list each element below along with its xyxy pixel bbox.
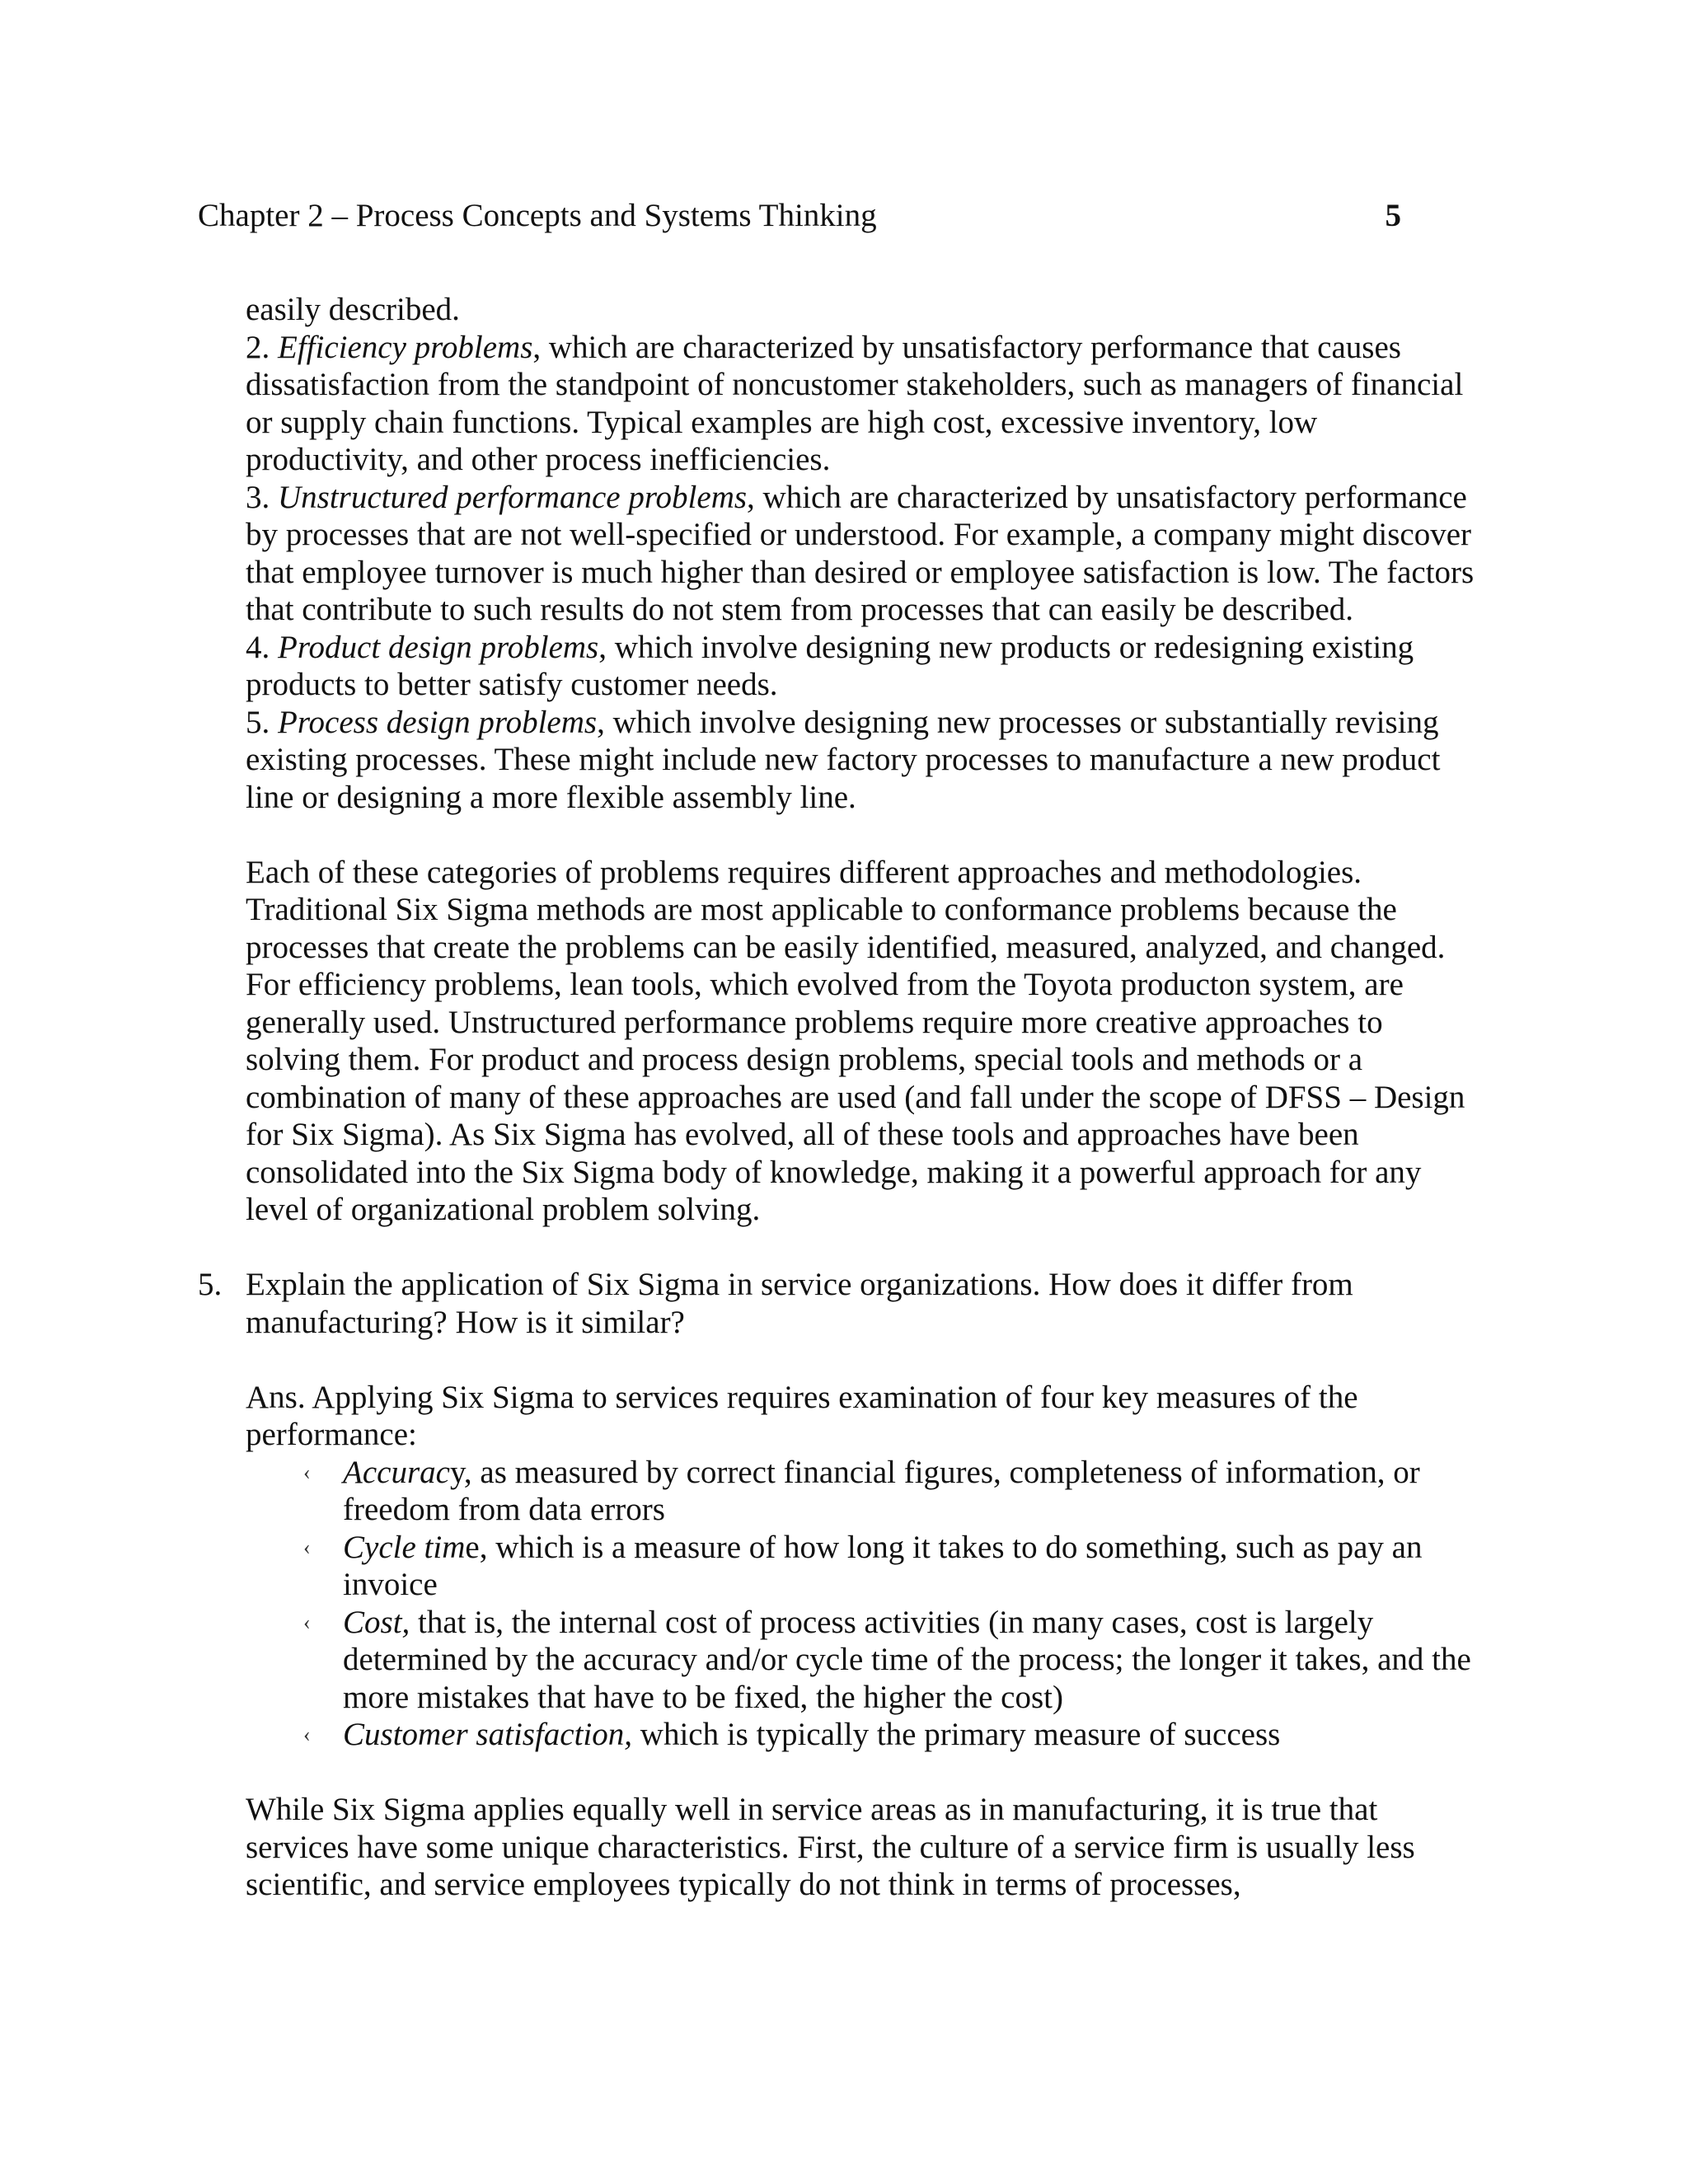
item-text: , which involve designing new processes or substantially revising existing processes. These might include new factory processes to manufacture a new product line or designing a more flexible assembly line. — [246, 704, 1441, 815]
item-text: , which involve designing new products or redesigning existing products to better satisfy customer needs. — [246, 629, 1414, 702]
paragraph-closing: While Six Sigma applies equally well in service areas as in manufacturing, it is true that services have some unique characteristics. First, the culture of a service firm is usually less scientific, and service employees typically do not think in terms of processes, — [246, 1792, 1415, 1902]
item-term: Product design problems — [278, 629, 599, 665]
list-item-product-design — [246, 629, 1482, 704]
list-item-process-design — [246, 704, 1482, 817]
list-item — [303, 1454, 1482, 1529]
measure-term: Customer satisfaction, — [343, 1717, 633, 1752]
measure-term: Cost, — [343, 1604, 410, 1640]
bullet-icon: ‹ — [303, 1610, 311, 1634]
bullet-icon: ‹ — [303, 1535, 311, 1559]
item-term: Efficiency problems — [278, 329, 533, 365]
measures-list — [246, 1454, 1482, 1754]
chapter-title: Chapter 2 – Process Concepts and Systems Thinking — [198, 198, 877, 233]
item-number: 3. — [246, 479, 270, 515]
item-term: Unstructured performance problems — [278, 479, 748, 515]
measure-term-tail: y — [449, 1454, 464, 1490]
running-header — [198, 191, 1401, 241]
item-number: 4. — [246, 629, 270, 665]
measure-term: Accurac — [343, 1454, 450, 1490]
item-text: , which are characterized by unsatisfactory performance by processes that are not well-specified or understood. For example, a company might discover that employee turnover is much higher than desired or employee satisfaction is low. The factors that contribute to such results do not stem from processes that can easily be described. — [246, 479, 1475, 627]
list-intro-tail: easily described. — [246, 292, 460, 327]
page-number: 5 — [1385, 198, 1401, 233]
list-item — [303, 1604, 1482, 1717]
measure-term-tail: e — [465, 1529, 480, 1565]
answer-intro: Ans. Applying Six Sigma to services requires examination of four key measures of the performance: — [246, 1379, 1358, 1452]
measure-text: , as measured by correct financial figures, completeness of information, or freedom from data errors — [343, 1454, 1420, 1527]
measure-text: that is, the internal cost of process activities (in many cases, cost is largely determined by the accuracy and/or cycle time of the process; the longer it takes, and the more mistakes that have to be fixed, the higher the cost) — [343, 1604, 1471, 1715]
bullet-icon: ‹ — [303, 1460, 311, 1484]
list-item-efficiency — [246, 329, 1482, 479]
question-text: Explain the application of Six Sigma in service organizations. How does it differ from manufacturing? How is it similar? — [246, 1267, 1353, 1340]
question-number: 5. — [198, 1267, 223, 1302]
page-body — [198, 291, 1482, 1904]
item-number: 5. — [246, 704, 270, 740]
list-item — [303, 1529, 1482, 1604]
measure-text: which is typically the primary measure of success — [632, 1717, 1281, 1752]
paragraph-categories: Each of these categories of problems requires different approaches and methodologies. Traditional Six Sigma methods are most applicable to conformance problems because the processes that create the problems can be easily identified, measured, analyzed, and changed. For efficiency problems, lean tools, which evolved from the Toyota producton system, are generally used. Unstructured performance problems require more creative approaches to solving them. For product and process design problems, special tools and methods or a combination of many of these approaches are used (and fall under the scope of DFSS – Design for Six Sigma). As Six Sigma has evolved, all of these tools and approaches have been consolidated into the Six Sigma body of knowledge, making it a powerful approach for any level of organizational problem solving. — [246, 854, 1465, 1227]
list-item — [303, 1716, 1482, 1754]
measure-text: , which is a measure of how long it takes to do something, such as pay an invoice — [343, 1529, 1423, 1602]
measure-term: Cycle tim — [343, 1529, 466, 1565]
bullet-icon: ‹ — [303, 1722, 311, 1746]
list-item-unstructured — [246, 479, 1482, 629]
question-5 — [198, 1266, 1482, 1341]
item-text: , which are characterized by unsatisfactory performance that causes dissatisfaction from the standpoint of noncustomer stakeholders, such as managers of financial or supply chain functions. Typical examples are high cost, excessive inventory, low productivity, and other process inefficiencies. — [246, 329, 1464, 477]
item-term: Process design problems — [278, 704, 598, 740]
item-number: 2. — [246, 329, 270, 365]
